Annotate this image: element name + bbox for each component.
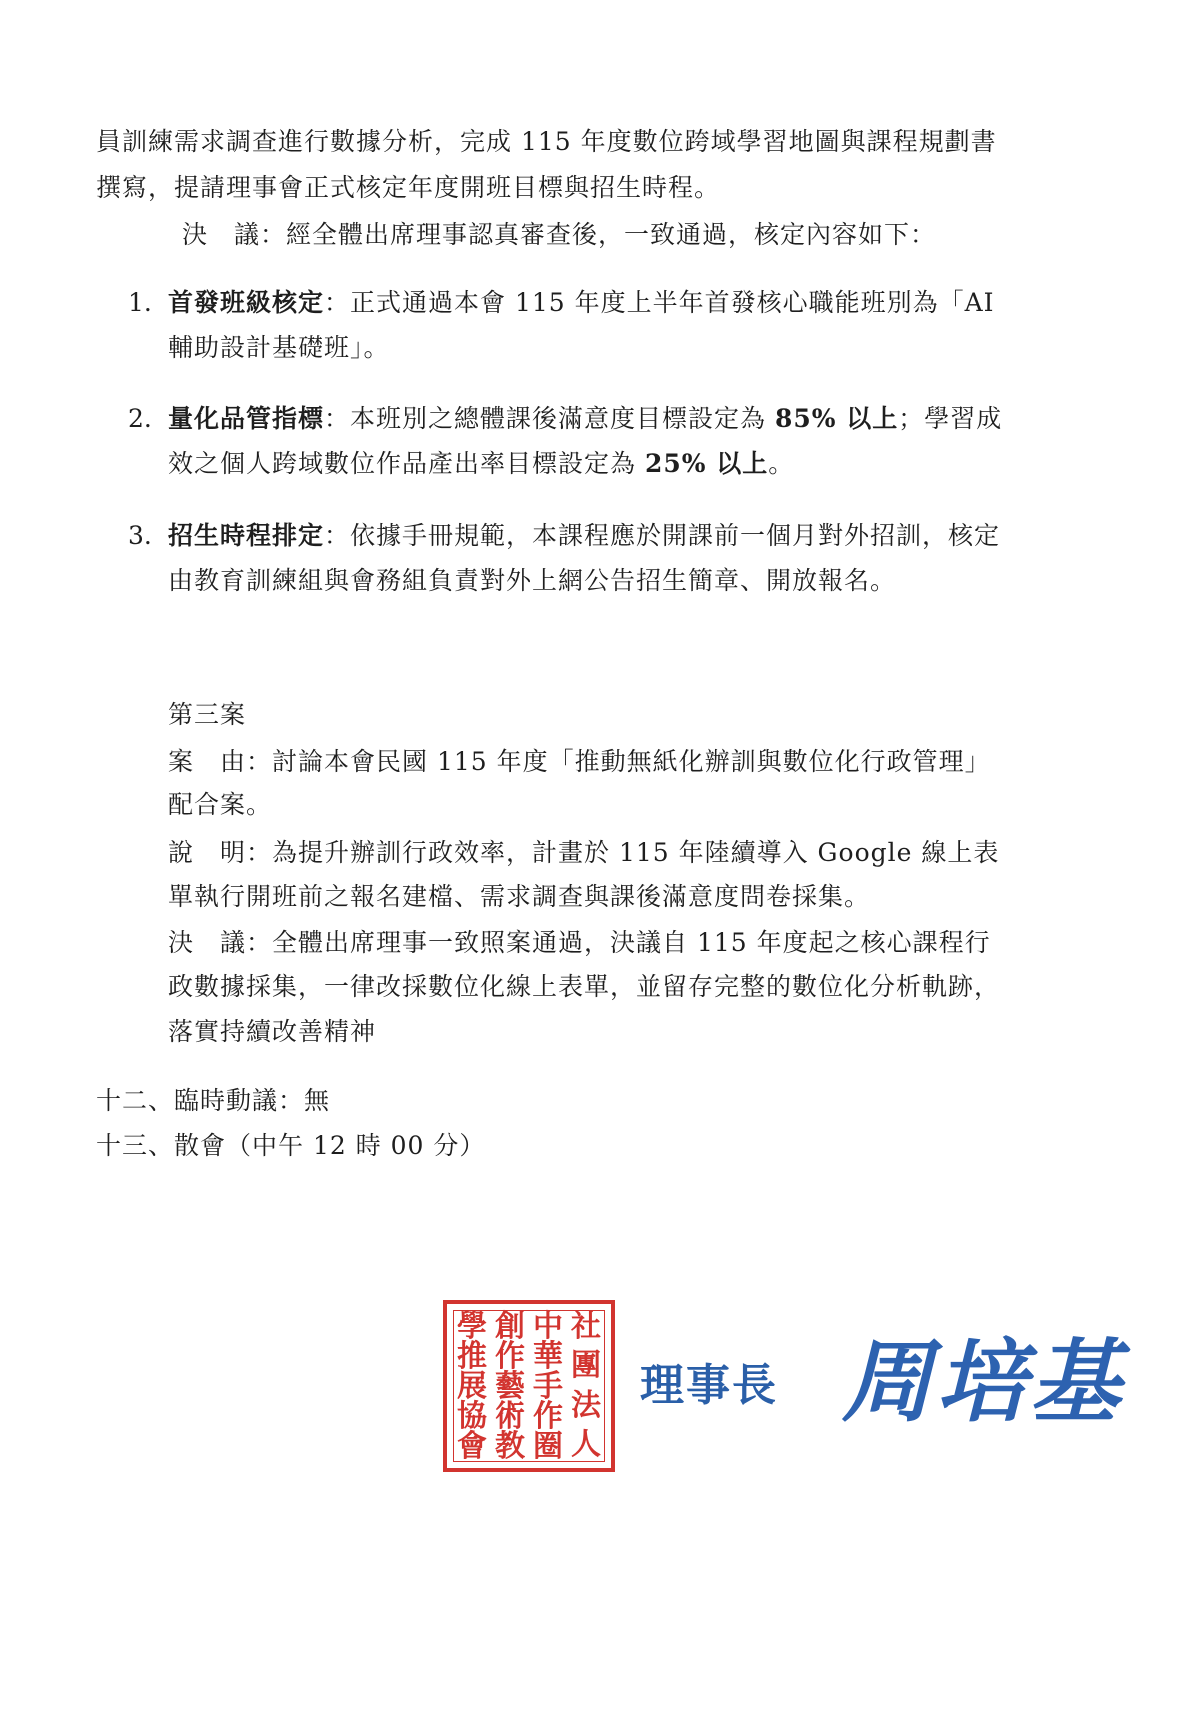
intro-line-1: 員訓練需求調查進行數據分析，完成 115 年度數位跨域學習地圖與課程規劃書 bbox=[96, 127, 997, 156]
item-3-title: 招生時程排定 bbox=[168, 521, 325, 550]
item-3-line-2: 由教育訓練組與會務組負責對外上網公告招生簡章、開放報名。 bbox=[168, 566, 897, 595]
case-3-heading: 第三案 bbox=[168, 700, 247, 729]
case-3-desc-1: 說 明：為提升辦訓行政效率，計畫於 115 年陸續導入 Google 線上表 bbox=[168, 838, 1000, 867]
signature-name: 周培基 bbox=[842, 1329, 1124, 1435]
item-1-text-1: ：正式通過本會 115 年度上半年首發核心職能班別為「AI bbox=[324, 288, 995, 317]
case-3-res-1: 決 議：全體出席理事一致照案通過，決議自 115 年度起之核心課程行 bbox=[168, 928, 991, 957]
case-3-res-2: 政數據採集，一律改採數位化線上表單，並留存完整的數位化分析軌跡， bbox=[168, 972, 1001, 1001]
case-3-desc-2: 單執行開班前之報名建檔、需求調查與課後滿意度問卷採集。 bbox=[168, 882, 871, 911]
item-1-line-2: 輔助設計基礎班」。 bbox=[168, 333, 390, 362]
seal-column-2: 中 華 手 作 圈 bbox=[533, 1309, 563, 1464]
organization-seal bbox=[443, 1300, 615, 1472]
item-2-number: 2. bbox=[128, 404, 152, 433]
item-1-number: 1. bbox=[128, 288, 152, 317]
section-thirteen: 十三、散會（中午 12 時 00 分） bbox=[96, 1131, 486, 1160]
case-3-reason-1: 案 由：討論本會民國 115 年度「推動無紙化辦訓與數位化行政管理」 bbox=[168, 747, 991, 776]
item-2-text-1b: 85% 以上 bbox=[774, 404, 899, 433]
item-2-text-2a: 效之個人跨域數位作品產出率目標設定為 bbox=[168, 449, 645, 478]
item-3-number: 3. bbox=[128, 521, 152, 550]
item-2-title: 量化品管指標 bbox=[168, 404, 325, 433]
case-3-reason-2: 配合案。 bbox=[168, 790, 273, 819]
item-2-text-1a: ：本班別之總體課後滿意度目標設定為 bbox=[324, 404, 775, 433]
seal-column-4: 學 推 展 協 會 bbox=[457, 1309, 487, 1464]
section-twelve: 十二、臨時動議：無 bbox=[96, 1086, 331, 1115]
item-1-title: 首發班級核定 bbox=[168, 288, 325, 317]
item-1-line-1 bbox=[168, 288, 995, 318]
item-2-text-1c: ；學習成 bbox=[898, 404, 1003, 433]
item-3-text-1: ：依據手冊規範，本課程應於開課前一個月對外招訓，核定 bbox=[324, 521, 1001, 550]
item-2-text-2b: 25% 以上 bbox=[644, 449, 769, 478]
item-2-text-2c: 。 bbox=[768, 449, 795, 478]
seal-column-1: 社 團 法 人 bbox=[571, 1309, 601, 1462]
item-2-line-1 bbox=[168, 404, 1002, 434]
seal-inner-border bbox=[453, 1310, 605, 1462]
intro-line-2: 撰寫，提請理事會正式核定年度開班目標與招生時程。 bbox=[96, 173, 721, 202]
case-3-res-3: 落實持續改善精神 bbox=[168, 1017, 377, 1046]
item-3-line-1 bbox=[168, 521, 1000, 551]
seal-column-3: 創 作 藝 術 教 bbox=[495, 1309, 525, 1464]
intro-resolution: 決 議：經全體出席理事認真審查後，一致通過，核定內容如下： bbox=[182, 220, 937, 249]
signature-title: 理事長 bbox=[640, 1360, 778, 1411]
item-2-line-2 bbox=[168, 449, 794, 479]
